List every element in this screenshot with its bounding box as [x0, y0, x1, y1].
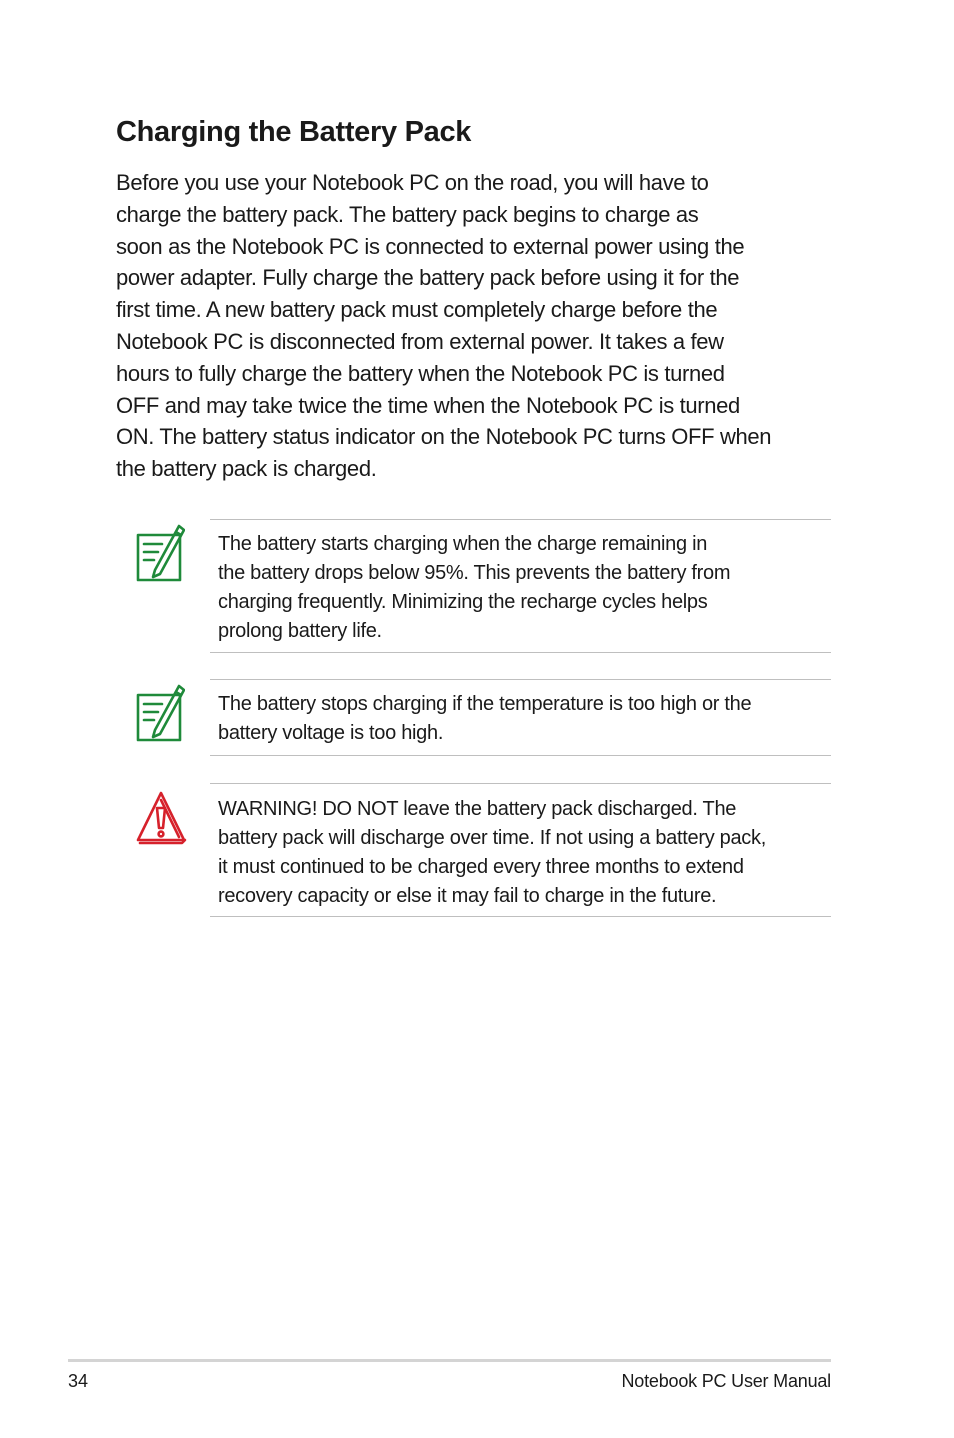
page-number: 34	[68, 1371, 89, 1391]
note-box	[210, 519, 831, 653]
footer-divider	[68, 1359, 831, 1362]
note-text: The battery stops charging if the temperature is too high or the battery voltage is too high.	[218, 693, 752, 744]
warning-icon	[135, 790, 187, 846]
note-text: The battery starts charging when the charge remaining in the battery drops below 95%. This prevents the battery from charging frequently. Minimizing the recharge cycles helps prolong battery life.	[218, 533, 731, 642]
note-box	[210, 679, 831, 756]
intro-paragraph: Before you use your Notebook PC on the road, you will have to charge the battery pack. The battery pack begins to charge as soon as the Notebook PC is connected to external power using the power adapter. Fully charge the battery pack before using it for the first time. A new battery pack must completely charge before the Notebook PC is disconnected from external power. It takes a few hours to fully charge the battery when the Notebook PC is turned OFF and may take twice the time when the Notebook PC is turned ON. The battery status indicator on the Notebook PC turns OFF when the battery pack is charged.	[116, 170, 772, 482]
note-icon	[135, 683, 185, 743]
warning-box	[210, 783, 831, 917]
page-title: Charging the Battery Pack	[116, 116, 472, 148]
footer-manual-title: Notebook PC User Manual	[621, 1371, 831, 1391]
note-icon	[135, 523, 185, 583]
warning-text: WARNING! DO NOT leave the battery pack discharged. The battery pack will discharge over time. If not using a battery pack, it must continued to be charged every three months to extend recovery capacity or else it may fail to charge in the future.	[218, 798, 766, 907]
